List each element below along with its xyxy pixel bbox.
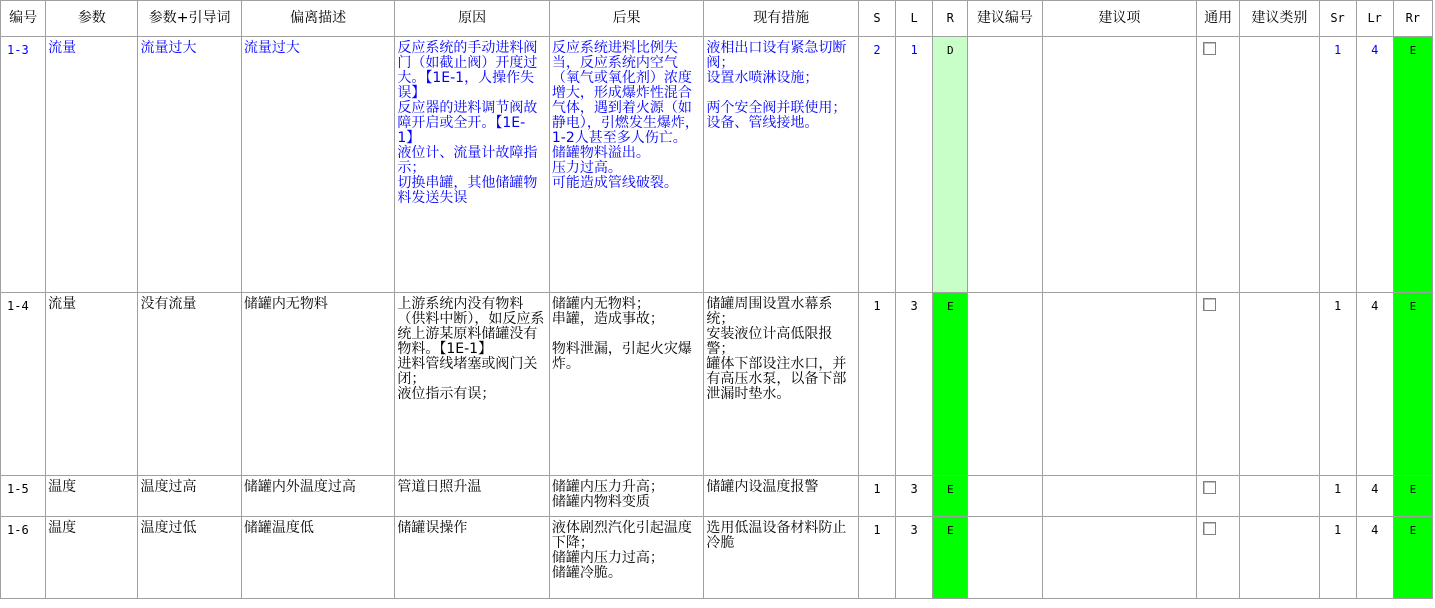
cell-deviation-text: 储罐温度低 <box>243 520 314 536</box>
cell-suggestion-type[interactable] <box>1240 476 1319 517</box>
cell-s[interactable] <box>858 517 895 599</box>
cell-l[interactable] <box>896 293 933 476</box>
col-header-suggestion-type[interactable]: 建议类别 <box>1240 1 1319 37</box>
cell-s-text: 1 <box>873 523 881 537</box>
col-header-measures[interactable]: 现有措施 <box>704 1 859 37</box>
cell-s[interactable] <box>858 293 895 476</box>
cell-r-text: E <box>946 300 954 313</box>
col-header-suggestion-no[interactable]: 建议编号 <box>968 1 1042 37</box>
cell-suggestion-type[interactable] <box>1240 517 1319 599</box>
cell-cause-text: 储罐误操作 <box>397 520 468 536</box>
cell-l-text: 3 <box>910 523 918 537</box>
cell-deviation[interactable] <box>241 476 395 517</box>
cell-general[interactable] <box>1197 37 1240 293</box>
table-row[interactable] <box>1 293 1433 476</box>
cell-param-text: 流量 <box>48 296 77 312</box>
cell-suggestion[interactable] <box>1042 37 1197 293</box>
general-checkbox[interactable] <box>1203 298 1216 311</box>
cell-r-text: E <box>946 483 954 496</box>
cell-general[interactable] <box>1197 293 1240 476</box>
cell-id[interactable] <box>1 37 46 293</box>
cell-l[interactable] <box>896 517 933 599</box>
col-header-s[interactable]: S <box>858 1 895 37</box>
col-header-cause[interactable]: 原因 <box>395 1 550 37</box>
cell-rr-text: E <box>1409 44 1417 57</box>
cell-param-guide[interactable] <box>138 517 241 599</box>
cell-measures-text: 选用低温设备材料防止冷脆 <box>706 520 847 551</box>
cell-consequence[interactable] <box>549 517 704 599</box>
cell-param[interactable] <box>46 476 138 517</box>
cell-general[interactable] <box>1197 517 1240 599</box>
cell-sr-text: 1 <box>1333 482 1342 496</box>
col-header-rr[interactable]: Rr <box>1393 1 1432 37</box>
cell-id[interactable] <box>1 293 46 476</box>
cell-param[interactable] <box>46 37 138 293</box>
cell-deviation-text: 流量过大 <box>243 40 300 56</box>
cell-l-text: 3 <box>910 482 918 496</box>
cell-id-text: 1-3 <box>7 43 29 57</box>
cell-suggestion-no[interactable] <box>968 293 1042 476</box>
cell-rr-text: E <box>1409 524 1417 537</box>
cell-sr[interactable] <box>1319 293 1356 476</box>
cell-suggestion-no[interactable] <box>968 517 1042 599</box>
cell-lr[interactable] <box>1356 517 1393 599</box>
cell-general[interactable] <box>1197 476 1240 517</box>
cell-rr[interactable] <box>1393 476 1432 517</box>
col-header-deviation[interactable]: 偏离描述 <box>241 1 395 37</box>
table-body <box>1 37 1433 599</box>
cell-rr[interactable] <box>1393 517 1432 599</box>
cell-param-text: 温度 <box>48 520 77 536</box>
cell-measures-text: 储罐内设温度报警 <box>706 479 819 495</box>
cell-cause[interactable] <box>395 37 550 293</box>
cell-sr[interactable] <box>1319 517 1356 599</box>
col-header-general[interactable]: 通用 <box>1197 1 1240 37</box>
cell-consequence[interactable] <box>549 37 704 293</box>
cell-rr-text: E <box>1409 300 1417 313</box>
cell-param-guide-text: 温度过低 <box>140 520 197 536</box>
cell-deviation[interactable] <box>241 37 395 293</box>
cell-param-guide-text: 流量过大 <box>140 40 197 56</box>
cell-r[interactable] <box>933 293 968 476</box>
cell-id-text: 1-6 <box>7 523 29 537</box>
cell-cause[interactable] <box>395 517 550 599</box>
cell-param[interactable] <box>46 293 138 476</box>
cell-consequence-text: 储罐内无物料； 串罐，造成事故； 物料泄漏，引起火灾爆炸。 <box>551 296 692 372</box>
cell-rr[interactable] <box>1393 293 1432 476</box>
cell-cause[interactable] <box>395 293 550 476</box>
header-row <box>1 1 1433 37</box>
cell-lr[interactable] <box>1356 476 1393 517</box>
cell-s-text: 1 <box>873 482 881 496</box>
cell-deviation[interactable] <box>241 517 395 599</box>
cell-lr[interactable] <box>1356 293 1393 476</box>
cell-lr-text: 4 <box>1371 299 1379 313</box>
col-header-l[interactable]: L <box>896 1 933 37</box>
cell-suggestion[interactable] <box>1042 476 1197 517</box>
cell-sr-text: 1 <box>1333 299 1342 313</box>
cell-consequence-text: 反应系统进料比例失当，反应系统内空气（氧气或氧化剂）浓度增大，形成爆炸性混合气体，遇到着火源（如静电），引燃发生爆炸，1-2人甚至多人伤亡。 储罐物料溢出。 压力过高。 可能造成管线破裂。 <box>551 40 699 191</box>
cell-cause-text: 上游系统内没有物料（供料中断），如反应系统上游某原料储罐没有物料。【1E-1】 进料管线堵塞或阀门关闭； 液位指示有误； <box>397 296 545 402</box>
cell-suggestion[interactable] <box>1042 517 1197 599</box>
table-row[interactable] <box>1 37 1433 293</box>
col-header-id[interactable]: 编号 <box>1 1 46 37</box>
cell-deviation[interactable] <box>241 293 395 476</box>
cell-measures[interactable] <box>704 293 859 476</box>
col-header-sr[interactable]: Sr <box>1319 1 1356 37</box>
cell-lr[interactable] <box>1356 37 1393 293</box>
cell-param[interactable] <box>46 517 138 599</box>
general-checkbox[interactable] <box>1203 522 1216 535</box>
cell-lr-text: 4 <box>1371 482 1379 496</box>
cell-l[interactable] <box>896 37 933 293</box>
cell-id-text: 1-4 <box>7 299 29 313</box>
cell-s[interactable] <box>858 37 895 293</box>
cell-rr-text: E <box>1409 483 1417 496</box>
cell-param-guide-text: 温度过高 <box>140 479 197 495</box>
col-header-param-guide[interactable]: 参数+引导词 <box>138 1 241 37</box>
cell-param-text: 温度 <box>48 479 77 495</box>
cell-param-guide[interactable] <box>138 293 241 476</box>
cell-suggestion-type[interactable] <box>1240 293 1319 476</box>
general-checkbox[interactable] <box>1203 481 1216 494</box>
cell-l[interactable] <box>896 476 933 517</box>
cell-sr-text: 1 <box>1333 523 1342 537</box>
cell-sr[interactable] <box>1319 37 1356 293</box>
cell-param-guide-text: 没有流量 <box>140 296 197 312</box>
cell-deviation-text: 储罐内外温度过高 <box>243 479 356 495</box>
cell-measures[interactable] <box>704 476 859 517</box>
cell-consequence-text: 液体剧烈汽化引起温度下降； 储罐内压力过高； 储罐冷脆。 <box>551 520 692 581</box>
cell-id[interactable] <box>1 517 46 599</box>
cell-s-text: 1 <box>873 299 881 313</box>
cell-cause-text: 反应系统的手动进料阀门（如截止阀）开度过大。【1E-1，人操作失误】 反应器的进料调节阀故障开启或全开。【1E-1】 液位计、流量计故障指示； 切换串罐，其他储罐物料发送失误 <box>397 40 538 206</box>
cell-l-text: 1 <box>910 43 918 57</box>
cell-r[interactable] <box>933 37 968 293</box>
cell-sr-text: 1 <box>1333 43 1342 57</box>
cell-param-guide[interactable] <box>138 476 241 517</box>
cell-id-text: 1-5 <box>7 482 29 496</box>
cell-s-text: 2 <box>873 43 881 57</box>
cell-r[interactable] <box>933 476 968 517</box>
cell-rr[interactable] <box>1393 37 1432 293</box>
cell-consequence[interactable] <box>549 476 704 517</box>
cell-r[interactable] <box>933 517 968 599</box>
table-row[interactable] <box>1 476 1433 517</box>
cell-s[interactable] <box>858 476 895 517</box>
cell-l-text: 3 <box>910 299 918 313</box>
cell-consequence[interactable] <box>549 293 704 476</box>
col-header-param[interactable]: 参数 <box>46 1 138 37</box>
cell-lr-text: 4 <box>1371 43 1379 57</box>
cell-measures[interactable] <box>704 517 859 599</box>
cell-suggestion-type[interactable] <box>1240 37 1319 293</box>
cell-lr-text: 4 <box>1371 523 1379 537</box>
col-header-consequence[interactable]: 后果 <box>549 1 704 37</box>
cell-cause-text: 管道日照升温 <box>397 479 482 495</box>
cell-r-text: E <box>946 524 954 537</box>
general-checkbox[interactable] <box>1203 42 1216 55</box>
cell-consequence-text: 储罐内压力升高； 储罐内物料变质 <box>551 479 664 510</box>
cell-r-text: D <box>946 44 954 57</box>
cell-measures[interactable] <box>704 37 859 293</box>
cell-measures-text: 储罐周围设置水幕系统； 安装液位计高低限报警； 罐体下部设注水口，并有高压水泵，以备下部泄漏时垫水。 <box>706 296 847 402</box>
cell-sr[interactable] <box>1319 476 1356 517</box>
cell-id[interactable] <box>1 476 46 517</box>
cell-suggestion[interactable] <box>1042 293 1197 476</box>
cell-suggestion-no[interactable] <box>968 476 1042 517</box>
cell-measures-text: 液相出口设有紧急切断阀； 设置水喷淋设施； 两个安全阀并联使用； 设备、管线接地。 <box>706 40 847 131</box>
col-header-lr[interactable]: Lr <box>1356 1 1393 37</box>
cell-deviation-text: 储罐内无物料 <box>243 296 328 312</box>
cell-suggestion-no[interactable] <box>968 37 1042 293</box>
cell-param-guide[interactable] <box>138 37 241 293</box>
cell-param-text: 流量 <box>48 40 77 56</box>
col-header-r[interactable]: R <box>933 1 968 37</box>
col-header-suggestion[interactable]: 建议项 <box>1042 1 1197 37</box>
cell-cause[interactable] <box>395 476 550 517</box>
table-row[interactable] <box>1 517 1433 599</box>
